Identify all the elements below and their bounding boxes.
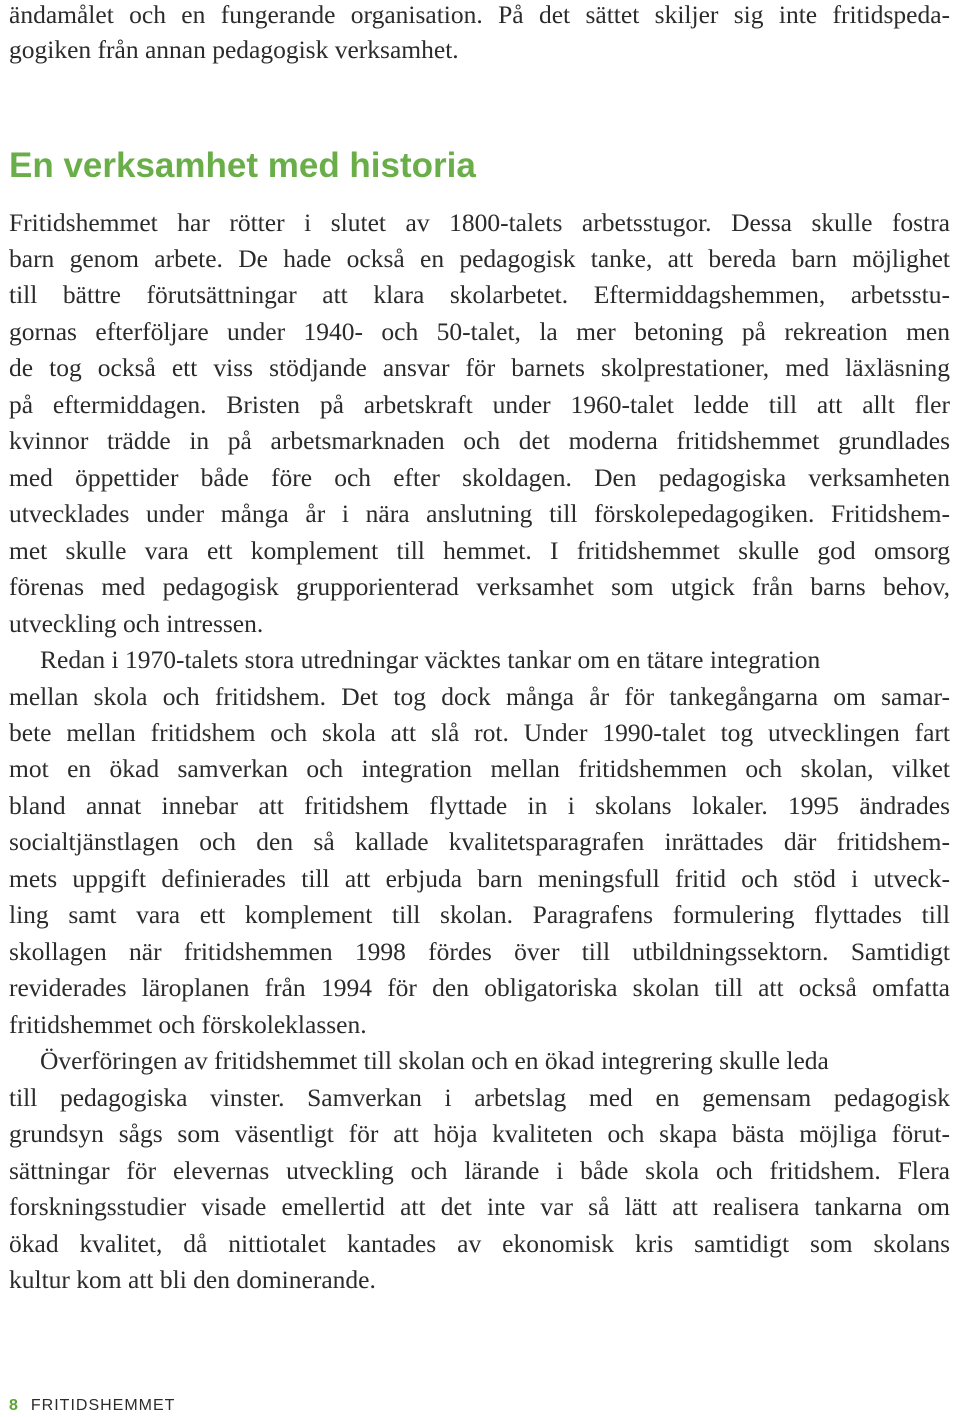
paragraph-line: bland annat innebar att fritidshem flyttade in i skolans lokaler. 1995 ändrades — [9, 791, 950, 820]
page-number: 8 — [9, 1397, 18, 1414]
page-footer — [9, 1396, 175, 1416]
paragraph-line: förenas med pedagogisk grupporienterad verksamhet som utgick från barns behov, — [9, 572, 950, 601]
paragraph-line: utvecklades under många år i nära anslutning till förskolepedagogiken. Fritidshem- — [9, 499, 950, 528]
paragraph-line: kultur kom att bli den dominerande. — [9, 1265, 376, 1294]
section-heading: En verksamhet med historia — [9, 146, 476, 185]
paragraph-line: kvinnor trädde in på arbetsmarknaden och det moderna fritidshemmet grundlades — [9, 426, 950, 455]
paragraph-line: till bättre förutsättningar att klara skolarbetet. Eftermiddagshemmen, arbetsstu- — [9, 280, 950, 309]
paragraph-line: till pedagogiska vinster. Samverkan i arbetslag med en gemensam pedagogisk — [9, 1083, 950, 1112]
paragraph-line: fritidshemmet och förskoleklassen. — [9, 1010, 367, 1039]
paragraph-line: Överföringen av fritidshemmet till skolan och en ökad integrering skulle leda — [40, 1046, 829, 1075]
paragraph-line: ling samt vara ett komplement till skolan. Paragrafens formulering flyttades till — [9, 900, 950, 929]
paragraph-line: socialtjänstlagen och den så kallade kvalitetsparagrafen inrättades där fritidshem- — [9, 827, 950, 856]
intro-line: gogiken från annan pedagogisk verksamhet. — [9, 35, 459, 64]
paragraph-line: barn genom arbete. De hade också en pedagogisk tanke, att bereda barn möjlighet — [9, 244, 950, 273]
paragraph-line: grundsyn sågs som väsentligt för att höja kvaliteten och skapa bästa möjliga förut- — [9, 1119, 950, 1148]
publication-title: FRITIDSHEMMET — [30, 1397, 176, 1414]
paragraph-line: Redan i 1970-talets stora utredningar väcktes tankar om en tätare integration — [40, 645, 821, 674]
paragraph-line: met skulle vara ett komplement till hemmet. I fritidshemmet skulle god omsorg — [9, 536, 950, 565]
paragraph-line: sättningar för elevernas utveckling och lärande i både skola och fritidshem. Flera — [9, 1156, 950, 1185]
paragraph-line: forskningsstudier visade emellertid att det inte var så lätt att realisera tankarna om — [9, 1192, 950, 1221]
paragraph-line: ökad kvalitet, då nittiotalet kantades av ekonomisk kris samtidigt som skolans — [9, 1229, 950, 1258]
intro-line: ändamålet och en fungerande organisation. På det sättet skiljer sig inte fritidspeda- — [9, 0, 950, 29]
paragraph-line: utveckling och intressen. — [9, 609, 264, 638]
paragraph-line: mellan skola och fritidshem. Det tog dock många år för tankegångarna om samar- — [9, 682, 950, 711]
paragraph-line: gornas efterföljare under 1940- och 50-talet, la mer betoning på rekreation men — [9, 317, 950, 346]
paragraph-line: på eftermiddagen. Bristen på arbetskraft under 1960-talet ledde till att allt fler — [9, 390, 950, 419]
paragraph-line: de tog också ett viss stödjande ansvar för barnets skolprestationer, med läxläsning — [9, 353, 950, 382]
paragraph-line: reviderades läroplanen från 1994 för den obligatoriska skolan till att också omfatta — [9, 973, 950, 1002]
paragraph-line: med öppettider både före och efter skoldagen. Den pedagogiska verksamheten — [9, 463, 950, 492]
paragraph-line: bete mellan fritidshem och skola att slå rot. Under 1990-talet tog utvecklingen fart — [9, 718, 950, 747]
paragraph-line: Fritidshemmet har rötter i slutet av 1800-talets arbetsstugor. Dessa skulle fostra — [9, 208, 950, 237]
paragraph-line: skollagen när fritidshemmen 1998 fördes över till utbildningssektorn. Samtidigt — [9, 937, 950, 966]
paragraph-line: mot en ökad samverkan och integration mellan fritidshemmen och skolan, vilket — [9, 754, 950, 783]
paragraph-line: mets uppgift definierades till att erbjuda barn meningsfull fritid och stöd i utveck- — [9, 864, 950, 893]
